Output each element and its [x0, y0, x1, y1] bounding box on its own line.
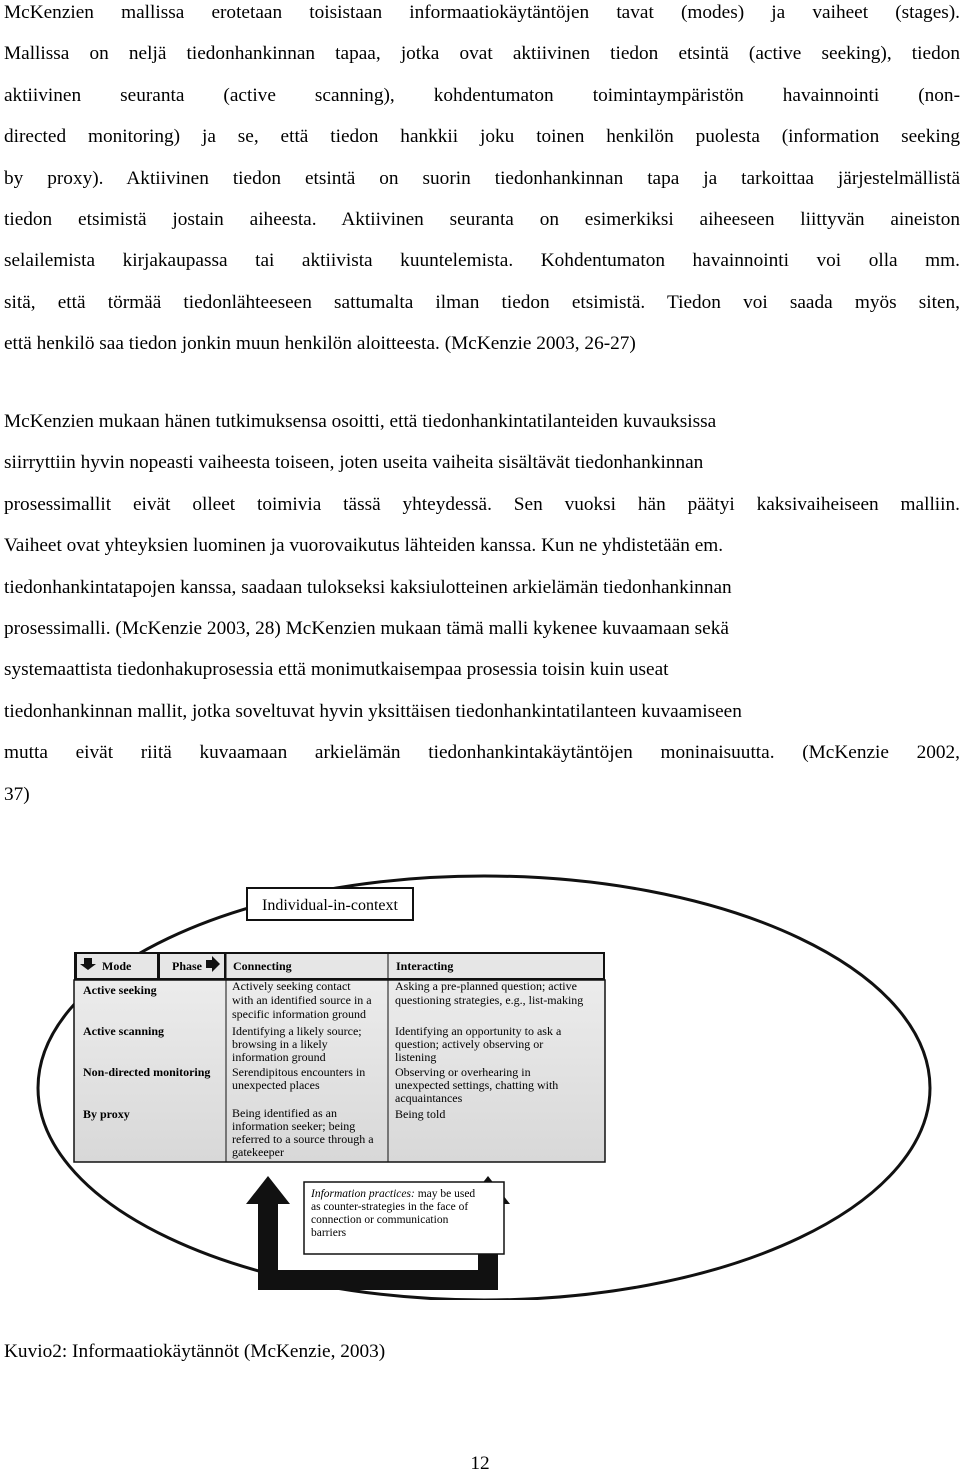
paragraph-2-line: prosessimallit eivät olleet toimivia tässä yhteydessä. Sen vuoksi hän päätyi kaksivaiheiseen malliin. [4, 493, 960, 515]
paragraph-1-line: aktiivinen seuranta (active scanning), kohdentumaton toimintaympäristön havainnointi (non- [4, 84, 960, 106]
paragraph-2 [4, 401, 960, 815]
information-practices-figure [0, 860, 960, 1300]
figure-diagram [0, 860, 960, 1300]
connecting-active-seeking: Actively seeking contact with an identified source in a specific information ground [232, 979, 372, 1021]
mode-non-directed-monitoring: Non-directed monitoring [83, 1065, 211, 1079]
connecting-non-directed-monitoring: Serendipitous encounters in unexpected places [232, 1065, 366, 1092]
paragraph-2-line: McKenzien mukaan hänen tutkimuksensa osoitti, että tiedonhankintatilanteiden kuvauksissa [4, 411, 717, 432]
header-connecting: Connecting [233, 959, 292, 973]
paragraph-2-line: mutta eivät riitä kuvaamaan arkielämän tiedonhankintakäytäntöjen moninaisuutta. (McKenzie 2002, [4, 742, 960, 764]
paragraph-2-line: siirryttiin hyvin nopeasti vaiheesta toiseen, joten useita vaiheita sisältävät tiedonhankinnan [4, 452, 704, 474]
paragraph-1-line: että henkilö saa tiedon jonkin muun henkilön aloitteesta. (McKenzie 2003, 26-27) [4, 333, 636, 355]
paragraph-2-line: systemaattista tiedonhakuprosessia että monimutkaisempaa prosessia toisin kuin useat [4, 659, 669, 681]
interacting-by-proxy: Being told [395, 1107, 446, 1121]
mode-active-scanning: Active scanning [83, 1024, 164, 1038]
info-practices-text: Information practices: may be used as counter-strategies in the face of connection or communication barriers [311, 1188, 476, 1239]
header-interacting: Interacting [396, 959, 454, 973]
interacting-active-seeking: Asking a pre-planned question; active questioning strategies, e.g., list-making [395, 979, 584, 1007]
page-number: 12 [470, 1453, 490, 1474]
mode-active-seeking: Active seeking [83, 983, 157, 997]
connecting-by-proxy: Being identified as an information seeker; being referred to a source through a gatekeeper [232, 1106, 374, 1159]
paragraph-2-line: 37) [4, 783, 30, 805]
header-phase: Phase [172, 959, 202, 973]
header-mode: Mode [102, 959, 132, 973]
paragraph-1 [4, 0, 960, 365]
figure-caption: Kuvio2: Informaatiokäytännöt (McKenzie, 2003) [4, 1341, 386, 1362]
paragraph-1-line: by proxy). Aktiivinen tiedon etsintä on suorin tiedonhankinnan tapa ja tarkoittaa järjestelmällistä [4, 167, 960, 189]
interacting-active-scanning: Identifying an opportunity to ask a question; actively observing or listening [395, 1024, 562, 1064]
paragraph-1-line: directed monitoring) ja se, että tiedon hankkii joku toinen henkilön puolesta (information seeking [4, 126, 960, 148]
connecting-active-scanning: Identifying a likely source; browsing in a likely information ground [232, 1024, 362, 1064]
paragraph-1-line: Mallissa on neljä tiedonhankinnan tapaa, jotka ovat aktiivinen tiedon etsintä (active seeking), tiedon [4, 43, 960, 65]
figure-title: Individual-in-context [262, 897, 398, 914]
paragraph-2-line: prosessimalli. (McKenzie 2003, 28) McKenzien mukaan tämä malli kykenee kuvaamaan sekä [4, 617, 729, 639]
paragraph-1-line: sitä, että törmää tiedonlähteeseen sattumalta ilman tiedon etsimistä. Tiedon voi saada myös siten, [4, 291, 960, 313]
paragraph-2-line: tiedonhankinnan mallit, jotka soveltuvat hyvin yksittäisen tiedonhankintatilanteen kuvaamiseen [4, 700, 742, 722]
paragraph-1-line: McKenzien mallissa erotetaan toisistaan informaatiokäytäntöjen tavat (modes) ja vaiheet (stages). [4, 2, 960, 23]
interacting-non-directed-monitoring: Observing or overhearing in unexpected settings, chatting with acquaintances [395, 1065, 559, 1105]
paragraph-1-line: tiedon etsimistä jostain aiheesta. Aktiivinen seuranta on esimerkiksi aiheeseen liittyvän aineiston [4, 208, 960, 230]
paragraph-2-line: tiedonhankintatapojen kanssa, saadaan tulokseksi kaksiulotteinen arkielämän tiedonhankinnan [4, 576, 732, 598]
paragraph-2-line: Vaiheet ovat yhteyksien luominen ja vuorovaikutus lähteiden kanssa. Kun ne yhdistetään em. [4, 535, 724, 557]
mode-by-proxy: By proxy [83, 1107, 130, 1121]
paragraph-1-line: selailemista kirjakaupassa tai aktiivista kuuntelemista. Kohdentumaton havainnointi voi olla mm. [4, 250, 960, 272]
